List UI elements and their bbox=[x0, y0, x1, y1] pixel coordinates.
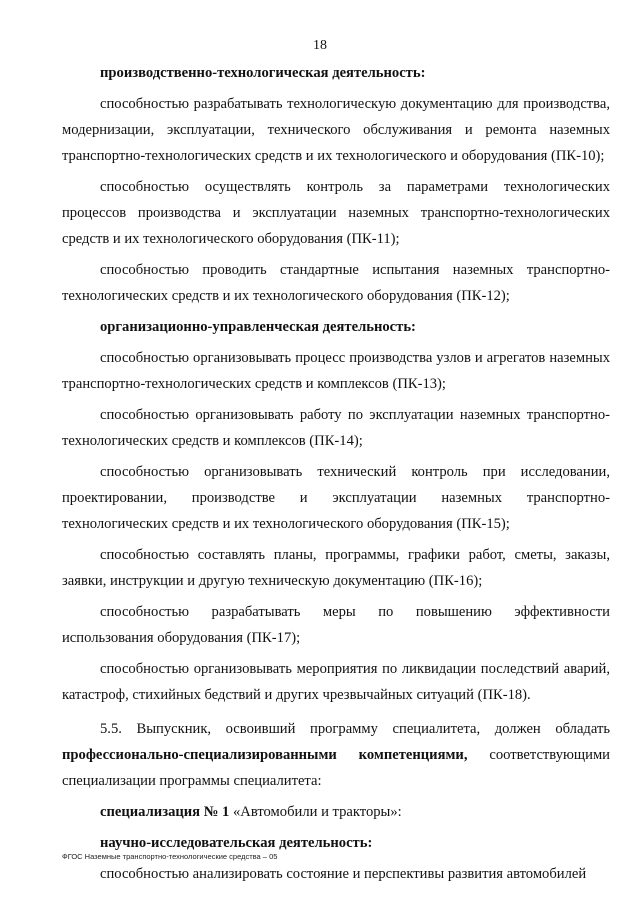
document-body bbox=[62, 60, 610, 887]
paragraph-analysis: способностью анализировать состояние и перспективы развития автомобилей bbox=[100, 866, 587, 882]
section-heading-research: научно-исследовательская деятельность: bbox=[100, 835, 373, 851]
paragraph-5-5-suffix: соответствующими специализации программы специалитета: bbox=[62, 747, 610, 789]
specialization-line bbox=[62, 799, 610, 825]
paragraph-pk-12: способностью проводить стандартные испытания наземных транспортно-технологических средств и их технологического оборудования (ПК-12); bbox=[62, 262, 610, 304]
paragraph-5-5-prefix: 5.5. Выпускник, освоивший программу специалитета, должен обладать bbox=[100, 721, 610, 737]
paragraph-pk-17: способностью разрабатывать меры по повышению эффективности использования оборудования (ПК-17); bbox=[62, 604, 610, 646]
paragraph-pk-18: способностью организовывать мероприятия по ликвидации последствий аварий, катастроф, стихийных бедствий и других чрезвычайных ситуаций (ПК-18). bbox=[62, 661, 610, 703]
paragraph-pk-14: способностью организовывать работу по эксплуатации наземных транспортно-технологических средств и комплексов (ПК-14); bbox=[62, 407, 610, 449]
paragraph-pk-16: способностью составлять планы, программы, графики работ, сметы, заказы, заявки, инструкции и другую техническую документацию (ПК-16); bbox=[62, 547, 610, 589]
section-heading-production: производственно-технологическая деятельность: bbox=[100, 65, 426, 81]
specialization-label: специализация № 1 bbox=[100, 804, 230, 820]
page-number: 18 bbox=[313, 38, 327, 53]
paragraph-5-5 bbox=[62, 716, 610, 794]
paragraph-pk-13: способностью организовывать процесс производства узлов и агрегатов наземных транспортно-технологических средств и комплексов (ПК-13); bbox=[62, 350, 610, 392]
footer: ФГОС Наземные транспортно-технологические средства – 05 bbox=[62, 852, 278, 861]
paragraph-pk-15: способностью организовывать технический контроль при исследовании, проектировании, производстве и эксплуатации наземных транспортно-технологических средств и их технологического оборудования (ПК-15); bbox=[62, 464, 610, 532]
paragraph-5-5-bold: профессионально-специализированными компетенциями, bbox=[62, 747, 468, 763]
specialization-name: «Автомобили и тракторы»: bbox=[229, 804, 402, 820]
paragraph-pk-11: способностью осуществлять контроль за параметрами технологических процессов производства и эксплуатации наземных транспортно-технологических средств и их технологического оборудования (ПК-11); bbox=[62, 179, 610, 247]
paragraph-pk-10: способностью разрабатывать технологическую документацию для производства, модернизации, эксплуатации, технического обслуживания и ремонта наземных транспортно-технологических средств и их технологического и оборудования (ПК-10); bbox=[62, 96, 610, 164]
section-heading-management: организационно-управленческая деятельность: bbox=[100, 319, 416, 335]
